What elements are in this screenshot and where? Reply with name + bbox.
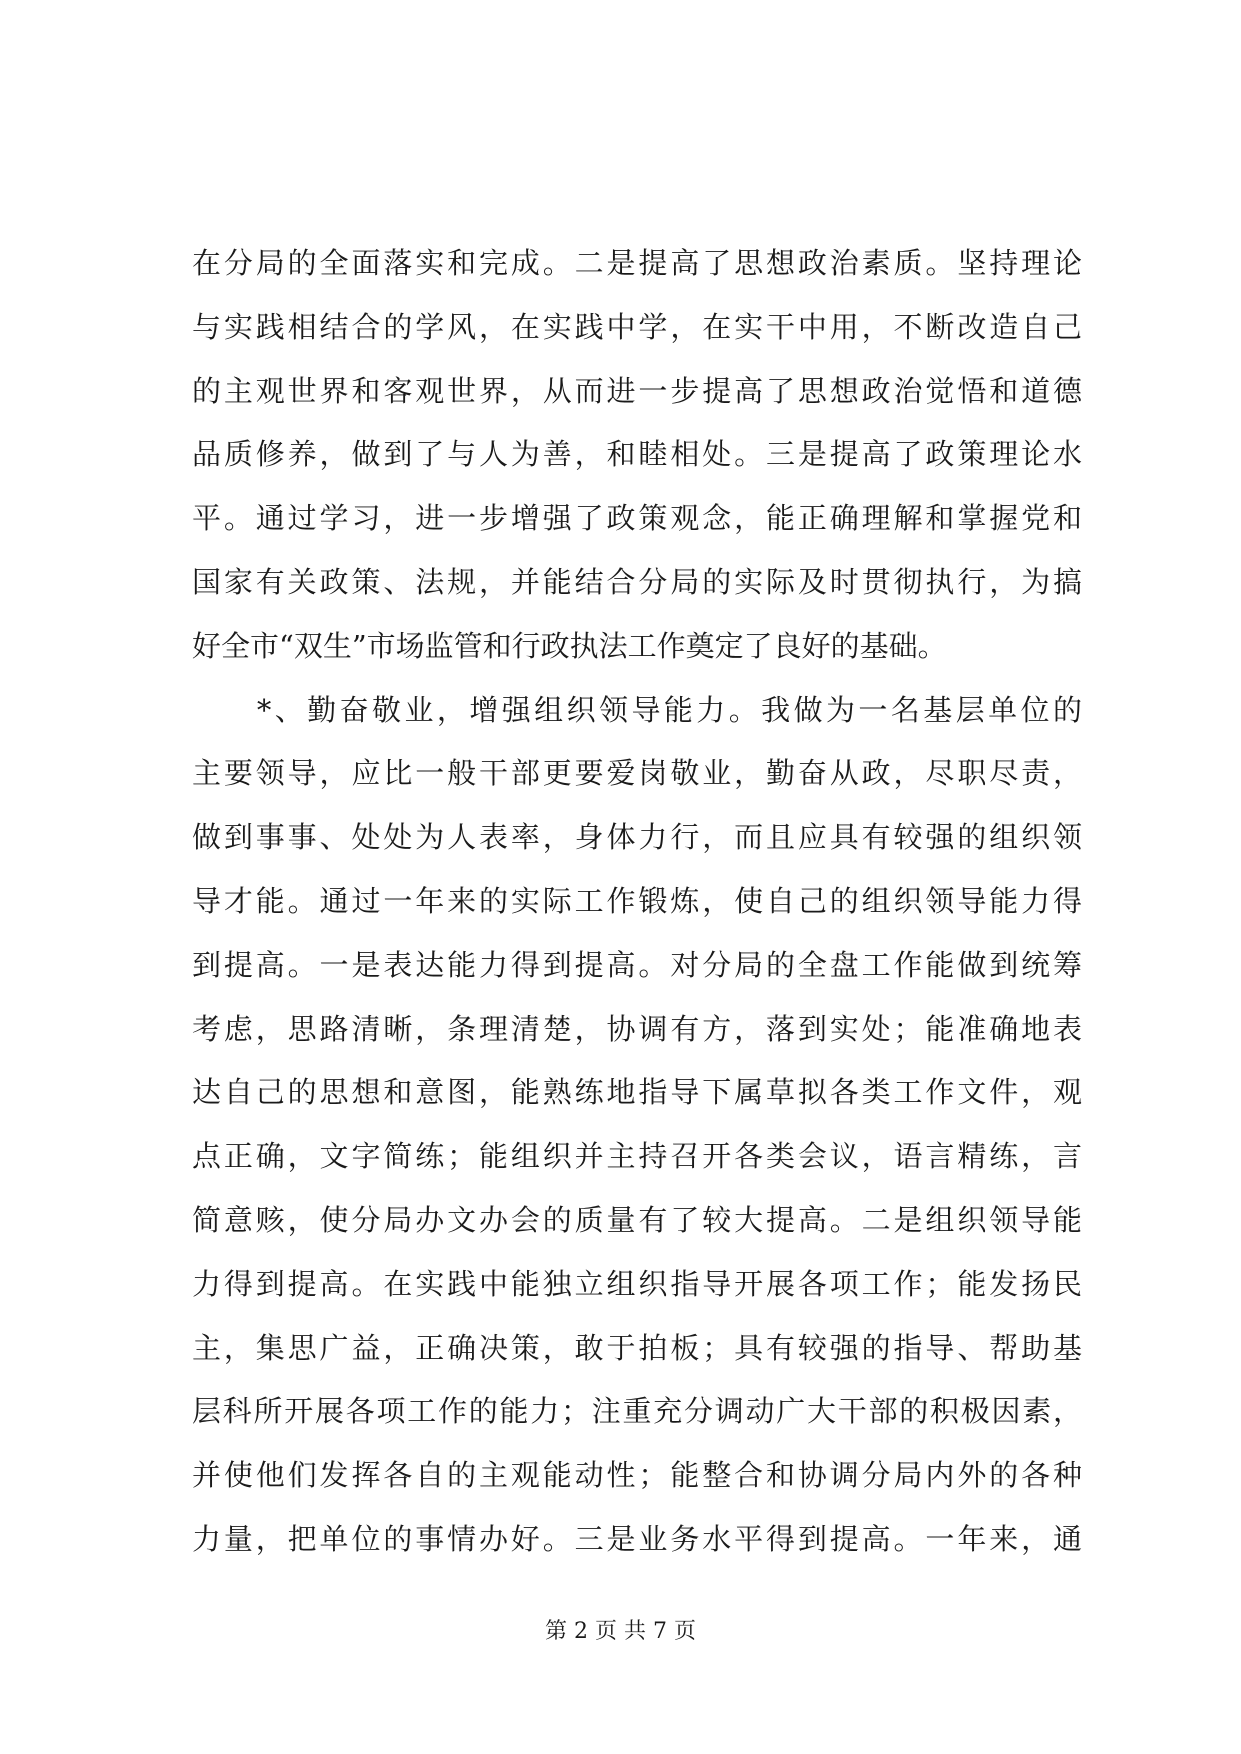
text-line: 的主观世界和客观世界，从而进一步提高了思想政治觉悟和道德 [192, 373, 1082, 408]
text-line: 在分局的全面落实和完成。二是提高了思想政治素质。坚持理论 [192, 246, 1082, 280]
text-line: 简意赅，使分局办文办会的质量有了较大提高。二是组织领导能 [192, 1202, 1082, 1237]
text-line: 点正确，文字简练；能组织并主持召开各类会议，语言精练，言 [192, 1139, 1082, 1174]
text-line: 主要领导，应比一般干部更要爱岗敬业，勤奋从政，尽职尽责， [192, 756, 1082, 791]
text-line: 做到事事、处处为人表率，身体力行，而且应具有较强的组织领 [192, 820, 1082, 855]
body-text [192, 232, 1082, 1572]
text-line: 力量，把单位的事情办好。三是业务水平得到提高。一年来，通 [192, 1521, 1082, 1556]
text-line: 考虑，思路清晰，条理清楚，协调有方，落到实处；能准确地表 [192, 1011, 1082, 1046]
text-line: 达自己的思想和意图，能熟练地指导下属草拟各类工作文件，观 [192, 1075, 1082, 1110]
text-line: 与实践相结合的学风，在实践中学，在实干中用，不断改造自己 [192, 309, 1082, 344]
text-line: 主，集思广益，正确决策，敢于拍板；具有较强的指导、帮助基 [192, 1330, 1082, 1365]
text-line: 并使他们发挥各自的主观能动性；能整合和协调分局内外的各种 [192, 1458, 1082, 1493]
text-line: 力得到提高。在实践中能独立组织指导开展各项工作；能发扬民 [192, 1266, 1082, 1301]
text-line: 导才能。通过一年来的实际工作锻炼，使自己的组织领导能力得 [192, 883, 1082, 918]
text-line: 好全市“双生”市场监管和行政执法工作奠定了良好的基础。 [192, 628, 947, 663]
text-line: 品质修养，做到了与人为善，和睦相处。三是提高了政策理论水 [192, 437, 1082, 472]
text-line: 平。通过学习，进一步增强了政策观念，能正确理解和掌握党和 [192, 501, 1082, 536]
text-line: 层科所开展各项工作的能力；注重充分调动广大干部的积极因素， [192, 1394, 1082, 1429]
text-line: 到提高。一是表达能力得到提高。对分局的全盘工作能做到统筹 [192, 947, 1082, 982]
text-line: *、勤奋敬业，增强组织领导能力。我做为一名基层单位的 [192, 692, 1082, 727]
text-line: 国家有关政策、法规，并能结合分局的实际及时贯彻执行，为搞 [192, 564, 1082, 599]
page-footer: 第 2 页 共 7 页 [545, 1619, 696, 1644]
